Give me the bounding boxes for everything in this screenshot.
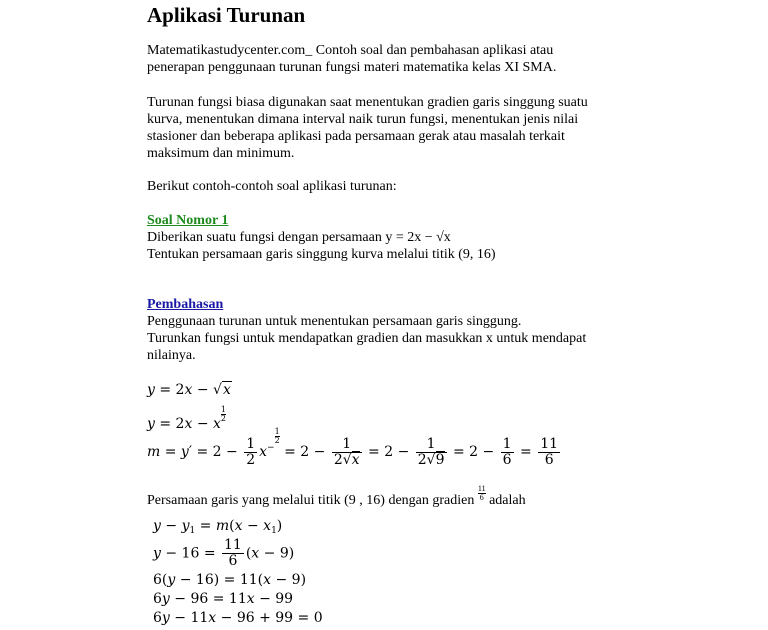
equation-substitution: y − 16 = $\frac{11}{6}$ (x − 9) [153,537,295,569]
intro-paragraph [147,42,556,76]
line-equation-intro [147,485,526,509]
description-line: maksimum dan minimum. [147,146,295,161]
description-line: stasioner dan beberapa aplikasi pada persamaan gerak atau masalah terkait [147,129,565,144]
intro-line: penerapan penggunaan turunan fungsi materi matematika kelas XI SMA. [147,60,557,75]
equation-multiply: 6(y − 16) = 11(x − 9) [153,572,307,588]
intro-line: Matematikastudycenter.com_ Contoh soal dan pembahasan aplikasi atau [147,43,554,58]
problem-line: Tentukan persamaan garis singgung kurva melalui titik (9, 16) [147,247,496,262]
equation-point-slope: $y - y_1 = m(x - x_1)$ [153,518,283,536]
solution-section [147,296,586,364]
solution-heading: Pembahasan [147,297,224,312]
line-equation-intro-text: Persamaan garis yang melalui titik (9 , 16) dengan gradien $\frac{11}{6}$ adalah [147,484,526,508]
equation-final: 6y − 11x − 96 + 99 = 0 [153,610,323,626]
problem-line: Diberikan suatu fungsi dengan persamaan y = 2x − √x [147,230,451,245]
description-line: kurva, menentukan dimana interval naik turun fungsi, menentukan jenis nilai [147,112,579,127]
description-paragraph [147,94,588,162]
equation-function: y = 2x − √x [147,382,231,398]
equation-expand: 6y − 96 = 11x − 99 [153,591,294,607]
gradient-fraction: $\frac{11}{6}$ [477,484,486,502]
examples-intro-text: Berikut contoh-contoh soal aplikasi turunan: [147,179,397,194]
problem-heading: Soal Nomor 1 [147,213,229,228]
problem-section [147,212,496,263]
examples-intro [147,178,397,195]
page-title: Aplikasi Turunan [147,3,306,27]
equation-gradient: m = y′ = 2 − $\frac{1}{2}$ $x^{- \frac{1}{2}}$ = 2 − $\frac{1}{2√x}$ = 2 − $\frac{1}{2√9}$ = 2 − $\frac{1}{6}$ = $\frac{11}{6}$ [147,427,559,468]
solution-line: nilainya. [147,348,196,363]
equation-power-form: y = 2x − x $\frac{1}{2}$ [147,405,227,432]
solution-line: Turunkan fungsi untuk mendapatkan gradien dan masukkan x untuk mendapat [147,331,587,346]
solution-line: Penggunaan turunan untuk menentukan persamaan garis singgung. [147,314,522,329]
description-line: Turunan fungsi biasa digunakan saat menentukan gradien garis singgung suatu [147,95,588,110]
